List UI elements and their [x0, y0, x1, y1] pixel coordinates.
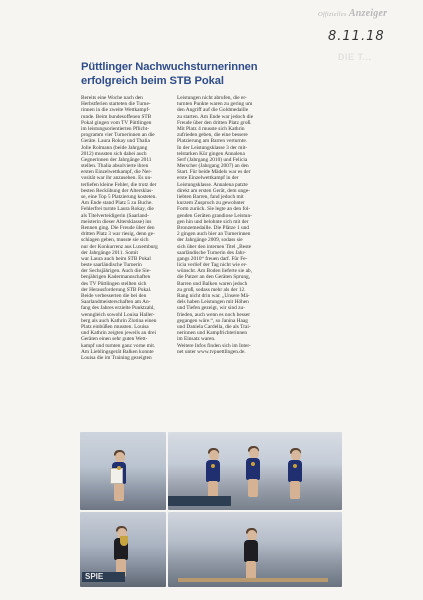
article-text-line: vosität war ihr anzusehen. Es un-: [81, 175, 152, 182]
article-text-line: Louisa die im Training gezeigten: [81, 354, 152, 361]
article-text-line: kurzem Zuspruch zu gewohnter: [177, 200, 245, 207]
article-text-line: schlagen geben, musste sie sich: [81, 237, 149, 244]
article-text-line: liebten Barren, fand jedoch mit: [177, 194, 244, 200]
article-text-line: der Sechsjährigen. Auch die Sie-: [81, 268, 151, 275]
article-text-line: turnten Punkte waren zu gering um: [177, 101, 253, 108]
article-text-line: Am Ende stand Platz 5 zu Buche.: [81, 200, 153, 207]
article-text-line: programm vier Turnerinnen an die: [81, 132, 155, 139]
trophy-icon: [120, 536, 128, 546]
article-text-line: se, eine Top 5 Platzierung kosteten.: [81, 194, 157, 200]
article-text-line: fang des Jahres erzielte Punktzahl,: [81, 305, 155, 312]
article-text-line: der Jahrgänge 2011. Somit: [81, 249, 138, 256]
article-text-line: Geräten einen sehr guten Wett-: [81, 336, 148, 343]
article-text-line: Barren und Balken waren jedoch: [177, 280, 248, 287]
article-text-line: frieden, auch wenn es noch besser: [177, 311, 251, 318]
article-text-line: und Daniela Cardella, die als Trai-: [177, 323, 251, 330]
article-text-line: im leistungsorientierten Pflicht-: [81, 125, 149, 132]
photo-team-podium: [168, 432, 342, 510]
article-text-line: im Einsatz waren.: [177, 336, 216, 343]
article-text-line: gegangen wäre.“, so Janina Haag: [177, 317, 248, 324]
article-headline: [81, 61, 331, 88]
article-text-line: zu groß, sodass mehr als der 12.: [177, 286, 246, 293]
article-text-line: besten Reckübung der Altersklas-: [81, 187, 153, 194]
article-text-line: Merscher (Jahrgang 2007) an den: [177, 163, 249, 170]
article-text-line: Start. Für beide Mädels war es der: [177, 169, 251, 176]
article-text-line: Platzierung am Barren verturnte.: [177, 138, 248, 145]
article-text-line: gangs 2010“ freuen darf. Für Fe-: [177, 255, 248, 262]
article-text-line: sich über den internen Titel „Beste: [177, 243, 252, 250]
article-text-line: wenngleich sowohl Louisa Haller-: [81, 311, 155, 318]
article-text-line: Bronzemedaille. Die Plätze 1 und: [177, 224, 249, 231]
article-text-line: die Patzer an den Geräten Sprung,: [177, 274, 251, 281]
article-text-line: terliefen kleine Fehler, die trotz der: [81, 181, 157, 188]
article-text-line: net unter www.tvpuettlingen.de.: [177, 348, 246, 355]
article-text-line: Leistungen nicht abrufen, die er-: [177, 95, 247, 101]
photo-gymnast-beam: [168, 512, 342, 587]
masthead-small: Offizielles: [318, 11, 347, 18]
headline-line-2: erfolgreich beim STB Pokal: [81, 74, 224, 87]
article-text-line: runde. Beim bundesoffenen STB: [81, 113, 152, 120]
article-text-line: Leistungsklasse. Annalena patzte: [177, 181, 248, 188]
article-text-line: Mit Platz 4 musste sich Kathrin: [177, 125, 245, 132]
article-text-line: wünscht. Am Boden lieferte sie ab,: [177, 268, 252, 275]
article-text-line: kampf und turnten ganz vorne mit.: [81, 342, 156, 349]
article-text-line: des TV Püttlingen stellten sich: [81, 280, 147, 287]
article-text-line: direkt am ersten Gerät, dem unge-: [177, 187, 251, 194]
article-text-line: erste Einzelwettkampf in der: [177, 175, 239, 182]
article-text-line: telstarken Kür gingen Annalena: [177, 150, 245, 157]
article-text-line: Rennen ging. Die Freude über den: [81, 224, 155, 231]
article-text-line: stellen. Thalia absolvierte ihren: [81, 163, 149, 170]
article-text-line: Pokal gingen vom TV Püttlingen: [81, 119, 152, 126]
sponsor-banner: [168, 496, 231, 506]
article-text-line: zu starten. Am Ende war jedoch die: [177, 113, 254, 120]
article-text-line: 2012) mussten sich dabei auch: [81, 150, 147, 157]
photo-collage: [80, 432, 342, 587]
masthead-title: Anzeiger: [348, 8, 388, 19]
article-text-line: Weitere Infos finden sich im Inter-: [177, 342, 251, 349]
article-text-line: beste saarländische Turnerin: [81, 262, 142, 269]
article-text-line: der Jahrgänge 2009, sodass sie: [177, 237, 243, 244]
article-text-line: genden Geräten grandiose Leistun-: [177, 212, 252, 219]
article-text-line: Freude über den dritten Platz groß.: [177, 119, 252, 126]
article-text-line: Rang nicht drin war. „Unsere Mä-: [177, 293, 250, 299]
article-column-1: [81, 95, 164, 361]
article-text-line: dels haben Leistungen mit Höhen: [177, 299, 249, 306]
article-text-line: berg als auch Kathrin Zlotina einen: [81, 317, 157, 324]
balance-beam: [178, 578, 328, 582]
article-text-line: Serf (Jahrgang 2010) und Felicia: [177, 156, 248, 163]
article-text-line: Form zurück. Sie legte an den fol-: [177, 206, 251, 213]
article-text-line: ersten Einzelwettkampf, die Ner-: [81, 169, 152, 176]
article-text-line: benjährigen Kadermannschaften: [81, 274, 151, 281]
article-text-line: dritten Platz 3 war riesig, denn ge-: [81, 231, 155, 238]
article-text-line: Platz einbüßen mussten. Louisa: [81, 323, 149, 330]
article-text-line: Herbstferien starteten die Turne-: [81, 101, 151, 108]
article-text-line: Saarlandmeisterschaften am An-: [81, 299, 151, 306]
article-text-line: zufrieden geben, die eine bessere: [177, 132, 248, 139]
newspaper-masthead: [318, 8, 387, 19]
article-text-line: In der Leistungsklasse 3 der mit-: [177, 144, 248, 151]
article-text-line: licia verlief der Tag nicht wie er-: [177, 262, 248, 269]
article-text-line: und Kathrin zeigten jeweils an drei: [81, 330, 156, 337]
article-text-line: Fehlerfrei turnte Laura Rokay, die: [81, 206, 154, 213]
article-text-line: meisterin dieser Altersklasse) ins: [81, 218, 152, 225]
article-text-line: Beide verbesserten die bei den: [81, 293, 147, 299]
article-text-line: als Titelverteidigerin (Saarland-: [81, 212, 149, 219]
article-text-line: den Angriff auf die Goldmedaille: [177, 107, 249, 114]
adjacent-page-ghost-text: DIE T...: [338, 52, 372, 62]
article-text-line: und Tiefen gezeigt, wir sind zu-: [177, 305, 245, 312]
article-text-line: gen hin und belohnte sich mit der: [177, 218, 249, 225]
photo-gymnast-trophy: [80, 512, 166, 587]
photo-gymnast-certificate: [80, 432, 166, 510]
article-text-line: der Herausforderung STB Pokal.: [81, 286, 152, 293]
headline-line-1: Püttlinger Nachwuchsturnerinnen: [81, 61, 258, 73]
article-text-line: saarländische Turnerin des Jahr-: [177, 249, 246, 256]
handwritten-date: 8.11.18: [328, 29, 385, 44]
article-text-line: Geräte. Laura Rokay und Thalia: [81, 138, 150, 145]
sponsor-banner: SPIE: [82, 572, 125, 582]
article-text-line: nerinnen und Kampfrichterinnen: [177, 330, 248, 337]
article-text-line: Bereits eine Woche nach den: [81, 95, 143, 101]
article-text-line: Jolie Rolmann (beide Jahrgang: [81, 144, 148, 151]
article-text-line: Gegnerinnen der Jahrgänge 2011: [81, 156, 152, 163]
article-column-2: [177, 95, 339, 355]
article-text-line: war Laura auch beim STB Pokal: [81, 255, 151, 262]
article-text-line: rinnen in die zweite Wettkampf-: [81, 107, 150, 114]
article-text-line: nur der Konkurrenz aus Luxemburg: [81, 243, 158, 250]
article-text-line: Am Lieblingsgerät Balken konnte: [81, 348, 154, 355]
article-text-line: 2 gingen auch hier an Turnerinnen: [177, 231, 251, 238]
